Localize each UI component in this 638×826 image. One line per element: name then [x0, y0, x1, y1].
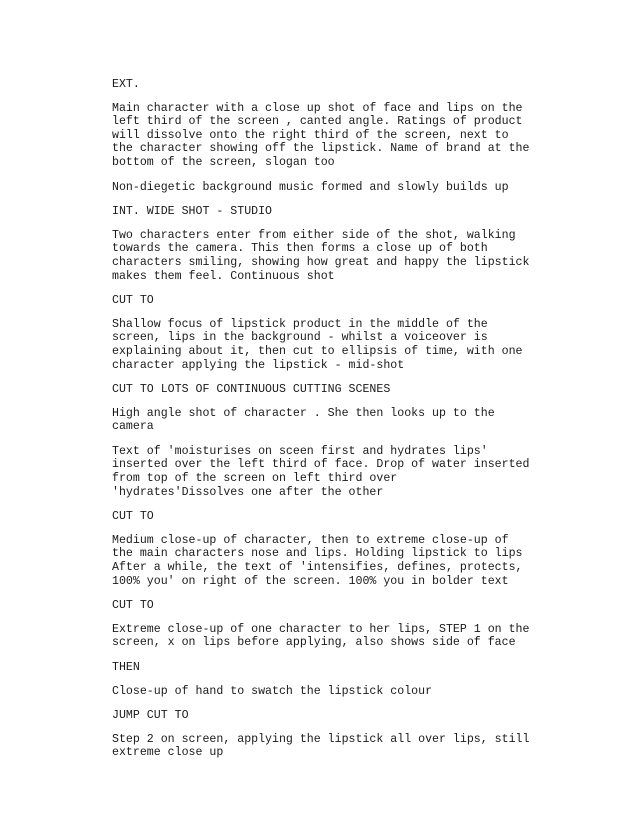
transition: JUMP CUT TO [112, 709, 189, 723]
scene-heading-int: INT. WIDE SHOT - STUDIO [112, 205, 273, 219]
action-paragraph: Close-up of hand to swatch the lipstick colour [112, 684, 433, 698]
action-paragraph: Main character with a close up shot of face and lips on the left third of the screen , canted angle. Ratings of product will dissolve onto the right third of the screen, next to the character showing off the lipstick. Name of brand at the bottom of the screen, slogan too [112, 101, 530, 169]
script-body [112, 78, 582, 771]
scene-heading-ext: EXT. [112, 78, 140, 91]
action-paragraph: Extreme close-up of one character to her lips, STEP 1 on the screen, x on lips before applying, also shows side of face [112, 622, 530, 650]
transition: THEN [112, 661, 140, 674]
transition: CUT TO LOTS OF CONTINUOUS CUTTING SCENES [112, 383, 391, 397]
action-paragraph: Text of 'moisturises on sceen first and hydrates lips' inserted over the left third of face. Drop of water inserted from top of the screen on left third over 'hydrates'Dissolves one after the other [112, 444, 530, 499]
transition: CUT TO [112, 510, 154, 524]
transition: CUT TO [112, 294, 154, 308]
transition: CUT TO [112, 599, 154, 613]
action-paragraph: Step 2 on screen, applying the lipstick all over lips, still extreme close up [112, 732, 530, 760]
action-paragraph: Medium close-up of character, then to extreme close-up of the main characters nose and lips. Holding lipstick to lips After a while, the text of 'intensifies, defines, protects, 100% you' on right of the screen. 100% you in bolder text [112, 533, 523, 588]
action-paragraph: Non-diegetic background music formed and slowly builds up [112, 180, 509, 194]
action-paragraph: High angle shot of character . She then looks up to the camera [112, 406, 495, 434]
action-paragraph: Two characters enter from either side of the shot, walking towards the camera. This then forms a close up of both characters smiling, showing how great and happy the lipstick makes them feel. Continuous shot [112, 228, 530, 283]
action-paragraph: Shallow focus of lipstick product in the middle of the screen, lips in the background - whilst a voiceover is explaining about it, then cut to ellipsis of time, with one character applying the lipstick - mid-shot [112, 317, 523, 372]
